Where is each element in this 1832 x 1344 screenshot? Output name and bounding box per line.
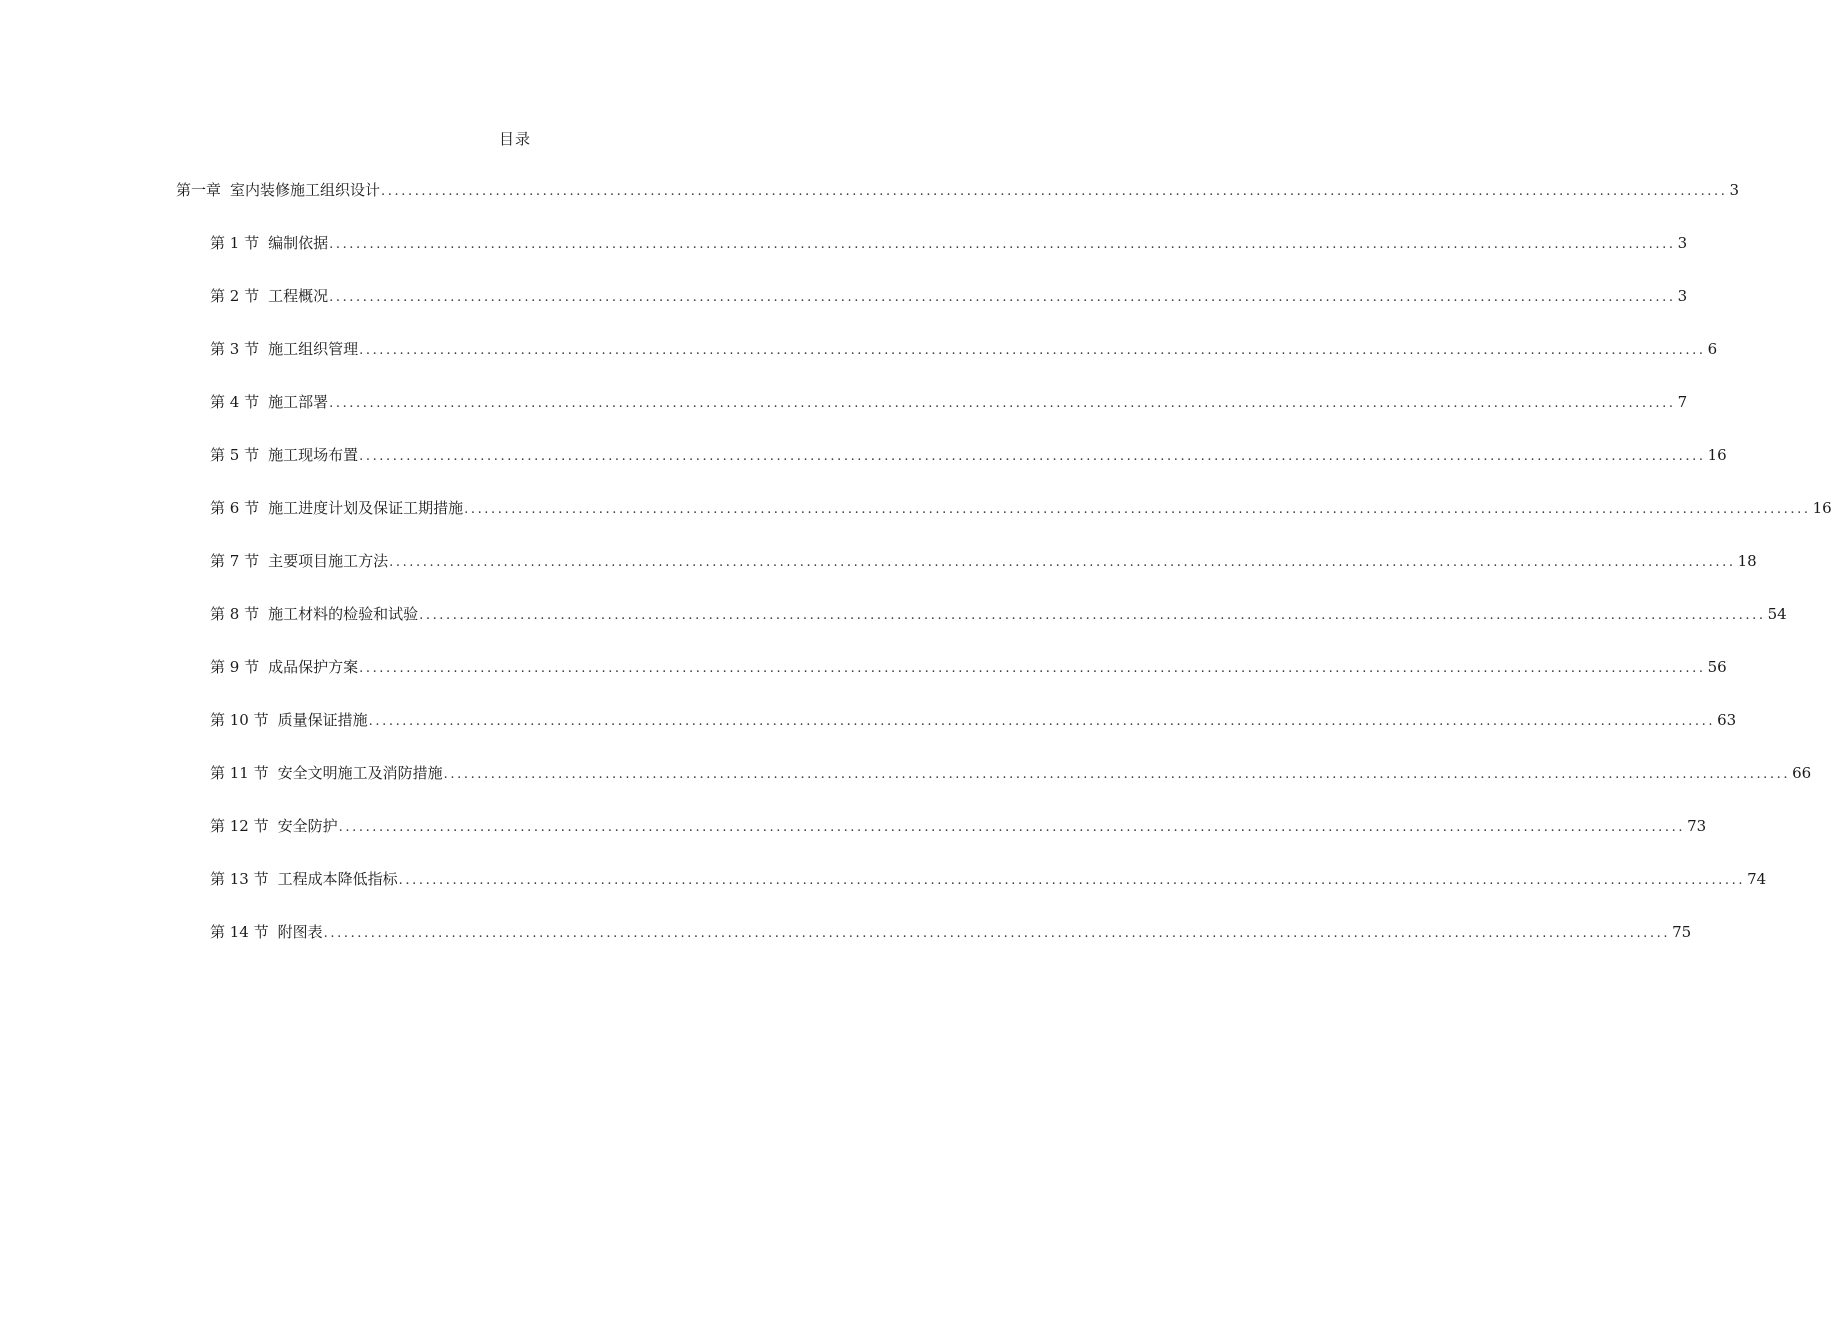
- toc-dot-leader: ........................................................................................................................................................................................................: [323, 926, 1671, 941]
- toc-entry-number: 第 10 节: [210, 711, 269, 729]
- toc-entry-label: [210, 708, 368, 732]
- toc-entry-title: 安全防护: [277, 817, 338, 835]
- toc-entry-label: [210, 337, 358, 361]
- toc-entry-section-2[interactable]: [210, 284, 1688, 308]
- toc-entry-title: 施工部署: [268, 393, 329, 411]
- toc-title: 目录: [498, 130, 531, 148]
- toc-entry-section-4[interactable]: [210, 390, 1688, 414]
- toc-entry-section-7[interactable]: [210, 549, 1757, 573]
- toc-entry-label: [210, 443, 358, 467]
- toc-entry-page: 54: [1767, 605, 1787, 623]
- toc-entry-page: 3: [1729, 181, 1740, 199]
- toc-entry-section-5[interactable]: [210, 443, 1727, 467]
- toc-entry-number: 第 3 节: [210, 340, 260, 358]
- toc-entry-number: 第 11 节: [210, 764, 269, 782]
- toc-entry-section-3[interactable]: [210, 337, 1718, 361]
- toc-entry-page: 6: [1707, 340, 1718, 358]
- toc-dot-leader: ........................................................................................................................................................................................................: [359, 449, 1706, 464]
- toc-entry-section-1[interactable]: [210, 231, 1688, 255]
- toc-entry-title: 工程概况: [268, 287, 329, 305]
- toc-entry-title: 工程成本降低指标: [277, 870, 398, 888]
- toc-dot-leader: ........................................................................................................................................................................................................: [398, 873, 1746, 888]
- toc-dot-leader: ........................................................................................................................................................................................................: [389, 555, 1736, 570]
- toc-entry-page: 73: [1687, 817, 1707, 835]
- toc-entry-number: 第一章: [176, 181, 222, 199]
- toc-entry-page: 74: [1747, 870, 1767, 888]
- toc-entry-page: 66: [1792, 764, 1812, 782]
- toc-entry-label: [210, 602, 418, 626]
- toc-entry-label: [210, 655, 358, 679]
- toc-entry-label: [210, 390, 328, 414]
- toc-entry-page: 16: [1707, 446, 1727, 464]
- toc-entry-label: [210, 920, 323, 944]
- toc-dot-leader: ........................................................................................................................................................................................................: [443, 767, 1791, 782]
- toc-entry-number: 第 9 节: [210, 658, 260, 676]
- toc-entry-chapter-1[interactable]: [176, 178, 1740, 202]
- toc-entry-number: 第 4 节: [210, 393, 260, 411]
- toc-entry-section-8[interactable]: [210, 602, 1787, 626]
- toc-entry-title: 质量保证措施: [277, 711, 368, 729]
- toc-entry-section-9[interactable]: [210, 655, 1727, 679]
- toc-entry-title: 附图表: [277, 923, 323, 941]
- toc-entry-page: 18: [1737, 552, 1757, 570]
- toc-dot-leader: ........................................................................................................................................................................................................: [464, 502, 1811, 517]
- toc-dot-leader: ........................................................................................................................................................................................................: [329, 290, 1676, 305]
- toc-entry-label: [210, 814, 338, 838]
- toc-entry-title: 成品保护方案: [268, 658, 359, 676]
- toc-entry-number: 第 1 节: [210, 234, 260, 252]
- toc-entry-label: [210, 761, 443, 785]
- toc-dot-leader: ........................................................................................................................................................................................................: [359, 661, 1706, 676]
- toc-entry-page: 3: [1677, 287, 1688, 305]
- toc-entry-number: 第 14 节: [210, 923, 269, 941]
- toc-entry-label: [210, 231, 328, 255]
- toc-entry-title: 施工现场布置: [268, 446, 359, 464]
- toc-entry-page: 56: [1707, 658, 1727, 676]
- toc-dot-leader: ........................................................................................................................................................................................................: [359, 343, 1706, 358]
- toc-entry-title: 主要项目施工方法: [268, 552, 389, 570]
- toc-entry-title: 编制依据: [268, 234, 329, 252]
- toc-entry-page: 3: [1677, 234, 1688, 252]
- toc-entry-label: [210, 549, 388, 573]
- toc-entry-section-12[interactable]: [210, 814, 1707, 838]
- toc-entry-label: [176, 178, 380, 202]
- toc-entry-section-6[interactable]: [210, 496, 1832, 520]
- toc-entry-section-10[interactable]: [210, 708, 1737, 732]
- toc-entry-number: 第 6 节: [210, 499, 260, 517]
- toc-entry-title: 安全文明施工及消防措施: [277, 764, 443, 782]
- toc-entry-number: 第 8 节: [210, 605, 260, 623]
- toc-entry-number: 第 5 节: [210, 446, 260, 464]
- toc-entry-section-11[interactable]: [210, 761, 1812, 785]
- toc-entry-number: 第 7 节: [210, 552, 260, 570]
- toc-dot-leader: ........................................................................................................................................................................................................: [381, 184, 1728, 199]
- toc-entry-title: 施工进度计划及保证工期措施: [268, 499, 464, 517]
- toc-dot-leader: ........................................................................................................................................................................................................: [329, 396, 1676, 411]
- toc-dot-leader: ........................................................................................................................................................................................................: [329, 237, 1676, 252]
- toc-dot-leader: ........................................................................................................................................................................................................: [419, 608, 1766, 623]
- toc-entry-title: 施工组织管理: [268, 340, 359, 358]
- toc-entry-page: 7: [1677, 393, 1688, 411]
- toc-entry-section-13[interactable]: [210, 867, 1767, 891]
- toc-dot-leader: ........................................................................................................................................................................................................: [338, 820, 1686, 835]
- toc-entry-label: [210, 284, 328, 308]
- toc-entry-label: [210, 867, 398, 891]
- toc-entry-page: 75: [1672, 923, 1692, 941]
- toc-entry-number: 第 13 节: [210, 870, 269, 888]
- toc-entry-section-14[interactable]: [210, 920, 1692, 944]
- toc-entry-number: 第 12 节: [210, 817, 269, 835]
- toc-entry-title: 施工材料的检验和试验: [268, 605, 419, 623]
- toc-entry-page: 16: [1812, 499, 1832, 517]
- toc-entry-page: 63: [1717, 711, 1737, 729]
- toc-dot-leader: ........................................................................................................................................................................................................: [368, 714, 1716, 729]
- toc-entry-title: 室内装修施工组织设计: [230, 181, 381, 199]
- toc-entry-label: [210, 496, 463, 520]
- toc-entry-number: 第 2 节: [210, 287, 260, 305]
